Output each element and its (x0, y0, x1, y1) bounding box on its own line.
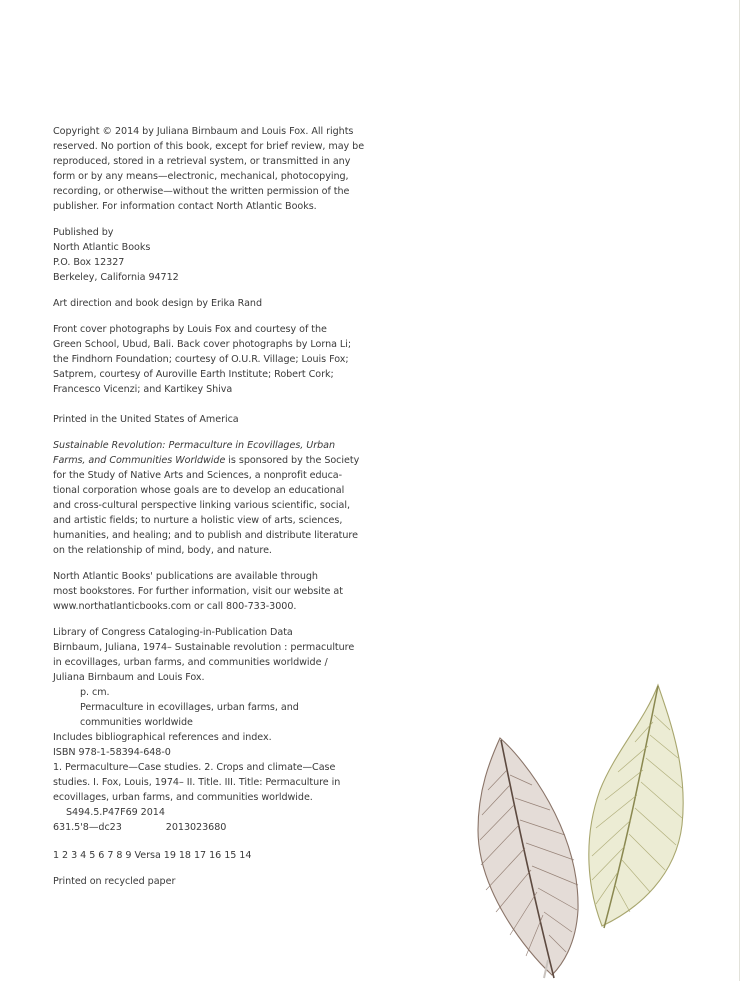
page-edge-divider (739, 0, 740, 981)
book-title-italic: Sustainable Revolution: Permaculture in Ecovillages, Urban (53, 440, 336, 451)
cover-photo-credits: Front cover photographs by Louis Fox and courtesy of the Green School, Ubud, Bali. Back cover photographs by Lorna Li; the Findhorn Foundation; courtesy of O.U.R. Village; Louis Fox; Satprem, courtesy of Auroville Earth Institute; Robert Cork; Francesco Vicenzi; and Kartikey Shiva (53, 324, 352, 395)
green-leaf-icon (589, 685, 683, 928)
skeleton-leaves-image (470, 680, 700, 980)
printing-line: 1 2 3 4 5 6 7 8 9 Versa 19 18 17 16 15 14 (53, 850, 252, 861)
paper-note: Printed on recycled paper (53, 876, 176, 887)
publisher-address: Published by North Atlantic Books P.O. Box 12327 Berkeley, California 94712 (53, 227, 179, 283)
brown-leaf-icon (478, 738, 578, 978)
design-credit: Art direction and book design by Erika Rand (53, 298, 262, 309)
dewey-number: 631.5'8—dc23 (53, 822, 122, 833)
lccn: 2013023680 (165, 822, 227, 833)
cataloging-data: Library of Congress Cataloging-in-Publication Data Birnbaum, Juliana, 1974– Sustainable revolution : permaculture in ecovillages, urban farms, and communities worldwide / Juliana Birnbaum and Louis Fox. p. cm. Permaculture in ecovillages, urban farms, and communities worldwide Includes bibliographical references and index. ISBN 978-1-58394-648-0 1. Permaculture—Case studies. 2. Crops and climate—Case studies. I. Fox, Louis, 1974– II. Title. III. Title: Permaculture in ecovillages, urban farms, and communities worldwide. S494.5.P47F69 2014 631.5'8—dc23 2013023680 (53, 627, 355, 833)
book-title-italic-cont: Farms, and Communities Worldwide (53, 455, 226, 466)
sponsorship-statement: Sustainable Revolution: Permaculture in Ecovillages, Urban Farms, and Communities Worldwide is sponsored by the Society for the Study of Native Arts and Sciences, a nonprofit educa- tional corporation whose goals are to develop an educational and cross-cultural perspective linking various scientific, social, and artistic fields; to nurture a holistic view of arts, sciences, humanities, and healing; and to publish and distribute literature on the relationship of mind, body, and nature. (53, 440, 360, 556)
copyright-page-text (53, 124, 365, 889)
call-number: S494.5.P47F69 2014 (66, 807, 165, 818)
printed-in: Printed in the United States of America (53, 414, 239, 425)
availability-info: North Atlantic Books' publications are available through most bookstores. For further information, visit our website at www.northatlanticbooks.com or call 800-733-3000. (53, 571, 343, 612)
copyright-notice: Copyright © 2014 by Juliana Birnbaum and Louis Fox. All rights reserved. No portion of this book, except for brief review, may be reproduced, stored in a retrieval system, or transmitted in any form or by any means—electronic, mechanical, photocopying, recording, or otherwise—without the written permission of the publisher. For information contact North Atlantic Books. (53, 126, 365, 212)
dewey-lccn-row (53, 820, 353, 835)
isbn: ISBN 978-1-58394-648-0 (53, 747, 171, 758)
